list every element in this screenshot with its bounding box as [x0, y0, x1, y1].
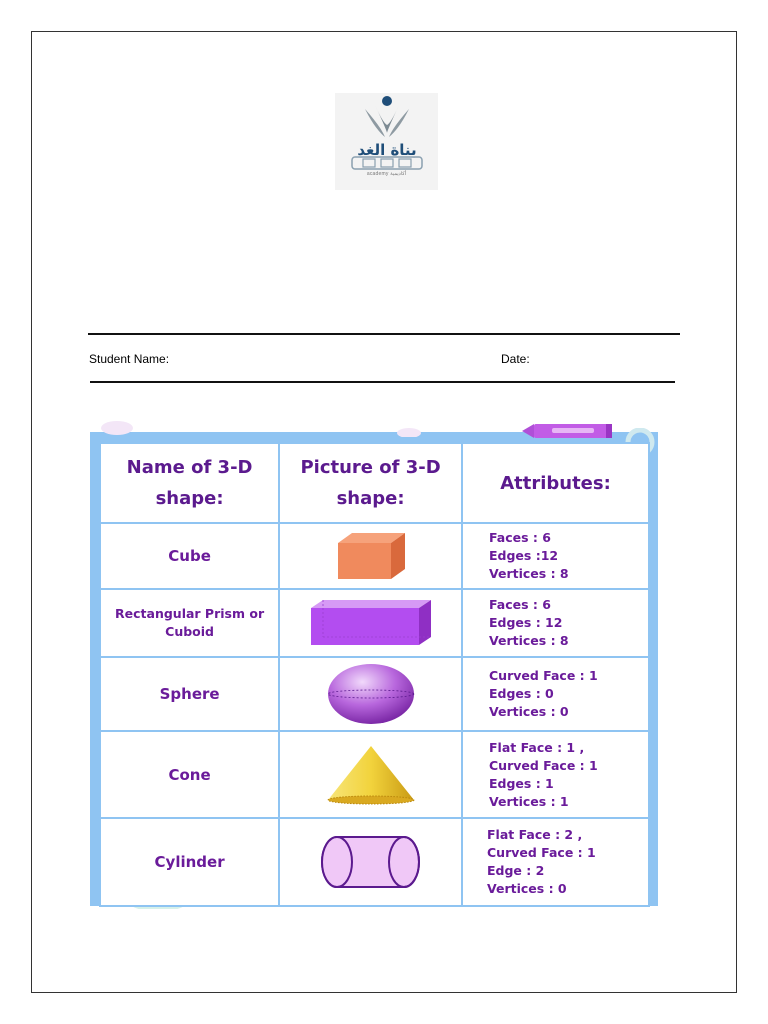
shape-picture [279, 818, 462, 906]
attribute-line: Edges : 12 [489, 615, 563, 630]
attribute-line: Faces : 6 [489, 597, 551, 612]
shape-name: Rectangular Prism or Cuboid [100, 589, 279, 657]
table-row [100, 818, 649, 906]
logo-arabic-text: بناة الغد [357, 141, 417, 159]
table-row [100, 731, 649, 818]
sphere-icon [326, 662, 416, 726]
date-label: Date: [501, 352, 530, 366]
attribute-line: Flat Face : 1 , [489, 739, 585, 755]
shape-name: Sphere [100, 657, 279, 731]
attribute-line: Vertices : 0 [487, 881, 567, 896]
attribute-line: Vertices : 8 [489, 566, 569, 581]
shape-attributes [462, 657, 649, 731]
shape-name: Cylinder [100, 818, 279, 906]
table-row [100, 523, 649, 589]
crayon-icon [522, 421, 616, 441]
cone-icon [326, 744, 416, 806]
attribute-line: Edges :12 [489, 548, 559, 563]
bottom-divider [90, 381, 675, 383]
attribute-line: Faces : 6 [489, 530, 551, 545]
cloud-decoration-icon [396, 425, 422, 437]
attribute-line: Edge : 2 [487, 863, 545, 878]
logo-latin-text: academy أكاديمية [366, 171, 407, 177]
header-name: Name of 3-D shape: [100, 443, 279, 523]
shapes-table [99, 442, 650, 907]
cube-icon [335, 530, 407, 582]
attribute-line: Edges : 1 [489, 775, 554, 791]
table-row [100, 657, 649, 731]
cloud-decoration-icon [100, 419, 135, 435]
attribute-line: Curved Face : 1 [487, 845, 596, 860]
attribute-line: Curved Face : 1 [489, 668, 598, 683]
academy-logo [335, 93, 438, 190]
shape-picture [279, 589, 462, 657]
shape-attributes [462, 818, 649, 906]
top-divider [88, 333, 680, 335]
shape-picture [279, 657, 462, 731]
shape-attributes [462, 523, 649, 589]
attribute-line: Vertices : 8 [489, 633, 569, 648]
shape-picture [279, 731, 462, 818]
attribute-line: Vertices : 1 [489, 793, 569, 809]
attribute-line: Vertices : 0 [489, 704, 569, 719]
shape-name: Cube [100, 523, 279, 589]
rectangular-prism-icon [309, 599, 433, 647]
student-name-label: Student Name: [89, 352, 170, 366]
cylinder-icon [320, 834, 422, 890]
header-attributes: Attributes: [462, 443, 649, 523]
header-picture: Picture of 3-D shape: [279, 443, 462, 523]
table-row [100, 589, 649, 657]
shape-name: Cone [100, 731, 279, 818]
shape-attributes [462, 589, 649, 657]
table-header-row [100, 443, 649, 523]
attribute-line: Flat Face : 2 , [487, 827, 583, 842]
attribute-line: Curved Face : 1 [489, 757, 598, 773]
attribute-line: Edges : 0 [489, 686, 554, 701]
shape-attributes [462, 731, 649, 818]
shape-picture [279, 523, 462, 589]
